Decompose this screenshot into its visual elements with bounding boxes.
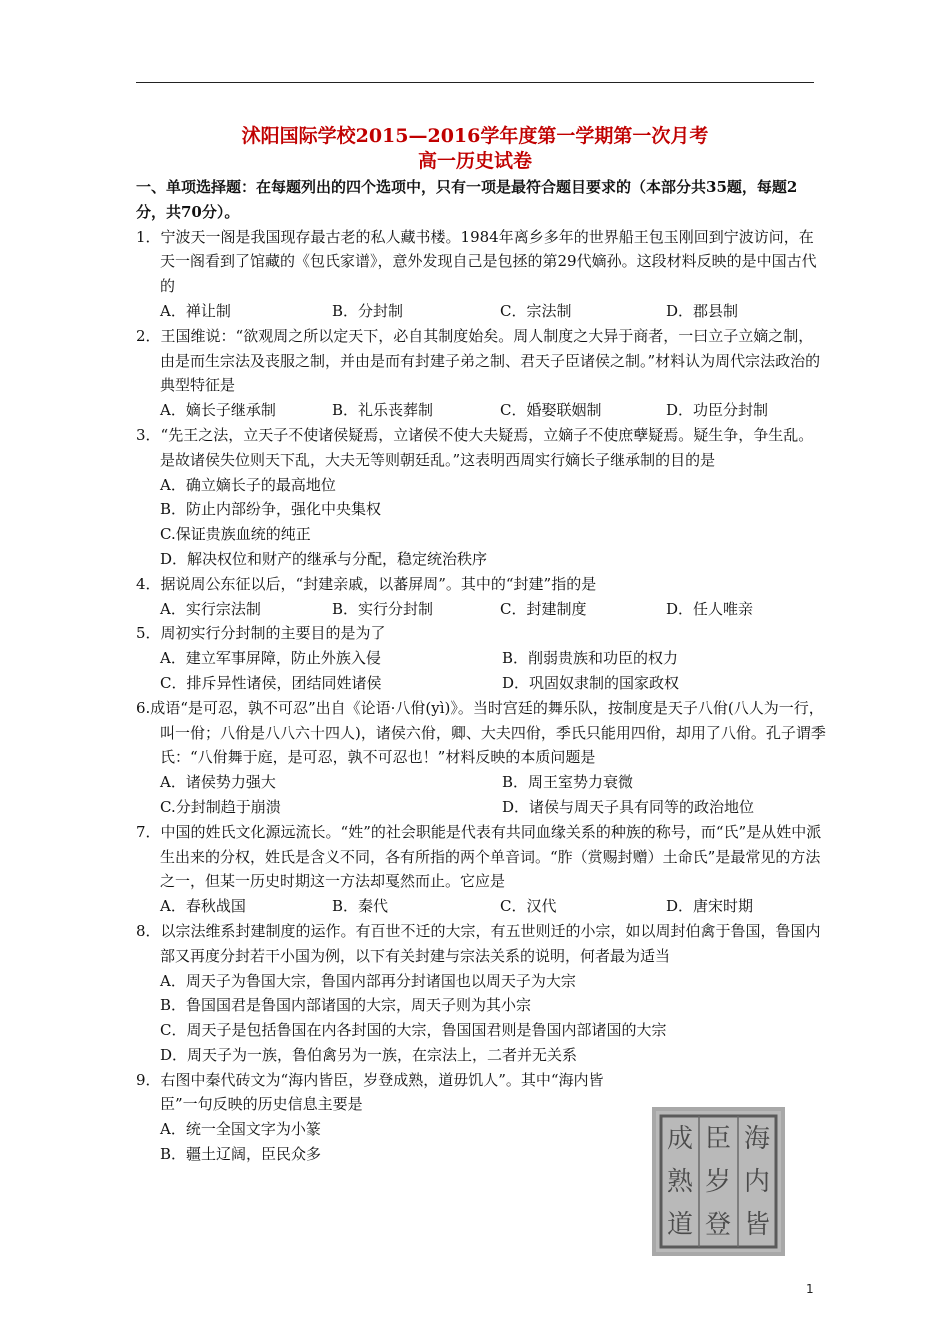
option: B．鲁国国君是鲁国内部诸国的大宗，周天子则为其小宗 — [160, 996, 532, 1015]
option: B．周王室势力衰微 — [502, 773, 634, 792]
option: A．统一全国文字为小篆 — [160, 1120, 321, 1139]
option: C．宗法制 — [500, 301, 572, 320]
option: C.保证贵族血统的纯正 — [160, 525, 311, 544]
question-9-block — [136, 1068, 606, 1167]
question-options — [136, 770, 826, 820]
seal-glyph: 登 — [704, 1210, 732, 1240]
section-heading: 一、单项选择题：在每题列出的四个选项中，只有一项是最符合题目要求的（本部分共35题，每题2分，共70分）。 — [136, 178, 798, 221]
option: A．确立嫡长子的最高地位 — [160, 475, 336, 494]
question-options — [136, 969, 826, 1068]
seal-glyph: 内 — [743, 1167, 771, 1197]
question-options — [136, 1117, 606, 1167]
option: A．春秋战国 — [160, 897, 246, 916]
seal-glyph: 臣 — [704, 1124, 732, 1154]
qin-brick-inscription-image — [652, 1107, 785, 1256]
question-stem: 9．右图中秦代砖文为“海内皆臣，岁登成熟，道毋饥人”。其中“海内皆臣”一句反映的历史信息主要是 — [136, 1070, 604, 1114]
question-stem: 4．据说周公东征以后，“封建亲戚，以蕃屏周”。其中的“封建”指的是 — [136, 574, 597, 593]
question-options — [136, 646, 826, 696]
option: D．解决权位和财产的继承与分配，稳定统治秩序 — [160, 549, 488, 568]
seal-glyph: 皆 — [743, 1210, 771, 1240]
option: A．嫡长子继承制 — [160, 401, 276, 420]
question-options — [136, 299, 826, 324]
header-rule — [136, 82, 814, 83]
option: D．巩固奴隶制的国家政权 — [502, 673, 680, 692]
option: B．分封制 — [332, 301, 404, 320]
question-stem: 2．王国维说：“欲观周之所以定天下，必自其制度始矣。周人制度之大异于商者，一曰立子立嫡之制，由是而生宗法及丧服之制，并由是而有封建子弟之制、君天子臣诸侯之制。”材料认为周代宗法政治的典型特征是 — [136, 326, 821, 395]
option: B．秦代 — [332, 897, 389, 916]
option: C．封建制度 — [500, 599, 587, 618]
exam-title: 沭阳国际学校2015—2016学年度第一学期第一次月考 — [241, 125, 709, 147]
seal-glyph: 成 — [666, 1124, 694, 1154]
option: B．礼乐丧葬制 — [332, 401, 434, 420]
option: D．诸侯与周天子具有同等的政治地位 — [502, 797, 755, 816]
question-stem: 3．“先王之法，立天子不使诸侯疑焉，立诸侯不使大夫疑焉，立嫡子不使庶孽疑焉。疑生争，争生乱。是故诸侯失位则天下乱，大夫无等则朝廷乱。”这表明西周实行嫡长子继承制的目的是 — [136, 425, 814, 469]
option: C.分封制趋于崩溃 — [160, 797, 281, 816]
option: A．诸侯势力强大 — [160, 773, 276, 792]
option: C．汉代 — [500, 897, 557, 916]
option: B．防止内部纷争，强化中央集权 — [160, 500, 382, 519]
option: C．周天子是包括鲁国在内各封国的大宗，鲁国国君则是鲁国内部诸国的大宗 — [160, 1021, 667, 1040]
option: B．疆土辽阔，臣民众多 — [160, 1145, 322, 1164]
question-options — [136, 894, 826, 919]
question-options — [136, 398, 826, 423]
question-stem: 6.成语“是可忍，孰不可忍”出自《论语·八佾(yì)》。当时宫廷的舞乐队，按制度是天子八佾(八人为一行，叫一佾；八佾是八八六十四人)，诸侯六佾，卿、大夫四佾，季氏只能用四佾，却用了八佾。孔子谓季氏：“八佾舞于庭，是可忍，孰不可忍也！”材料反映的本质问题是 — [136, 698, 826, 767]
question-options — [136, 597, 826, 622]
seal-glyph: 岁 — [704, 1167, 732, 1197]
option: D．功臣分封制 — [666, 401, 769, 420]
question-options — [136, 473, 826, 572]
option: A．建立军事屏障，防止外族入侵 — [160, 649, 381, 668]
question-stem: 5．周初实行分封制的主要目的是为了 — [136, 624, 386, 643]
option: A．禅让制 — [160, 301, 231, 320]
seal-glyph: 道 — [666, 1210, 694, 1240]
question-stem: 7．中国的姓氏文化源远流长。“姓”的社会职能是代表有共同血缘关系的种族的称号，而“氏”是从姓中派生出来的分权，姓氏是含义不同，各有所指的两个单音词。“胙（赏赐封赠）土命氏”是最常见的方法之一，但某一历史时期这一方法却戛然而止。它应是 — [136, 822, 822, 891]
question-stem: 1．宁波天一阁是我国现存最古老的私人藏书楼。1984年离乡多年的世界船王包玉刚回到宁波访问，在天一阁看到了馆藏的《包氏家谱》，意外发现自己是包拯的第29代嫡孙。这段材料反映的是中国古代的 — [136, 227, 817, 296]
seal-glyph: 海 — [743, 1124, 771, 1154]
page-number: 1 — [806, 1282, 814, 1296]
option: D．唐宋时期 — [666, 897, 754, 916]
exam-subtitle: 高一历史试卷 — [417, 150, 532, 172]
option: C．婚娶联姻制 — [500, 401, 602, 420]
option: D．周天子为一族，鲁伯禽另为一族，在宗法上，二者并无关系 — [160, 1045, 578, 1064]
question-stem: 8．以宗法维系封建制度的运作。有百世不迁的大宗，有五世则迁的小宗，如以周封伯禽于鲁国，鲁国内部又再度分封若干小国为例，以下有关封建与宗法关系的说明，何者最为适当 — [136, 921, 821, 965]
option: A．实行宗法制 — [160, 599, 261, 618]
option: D．任人唯亲 — [666, 599, 754, 618]
option: C．排斥异性诸侯，团结同姓诸侯 — [160, 673, 382, 692]
option: D．郡县制 — [666, 301, 739, 320]
option: B．实行分封制 — [332, 599, 434, 618]
option: A．周天子为鲁国大宗，鲁国内部再分封诸国也以周天子为大宗 — [160, 971, 576, 990]
option: B．削弱贵族和功臣的权力 — [502, 649, 679, 668]
seal-glyph: 熟 — [666, 1167, 694, 1197]
exam-body — [136, 175, 826, 1167]
